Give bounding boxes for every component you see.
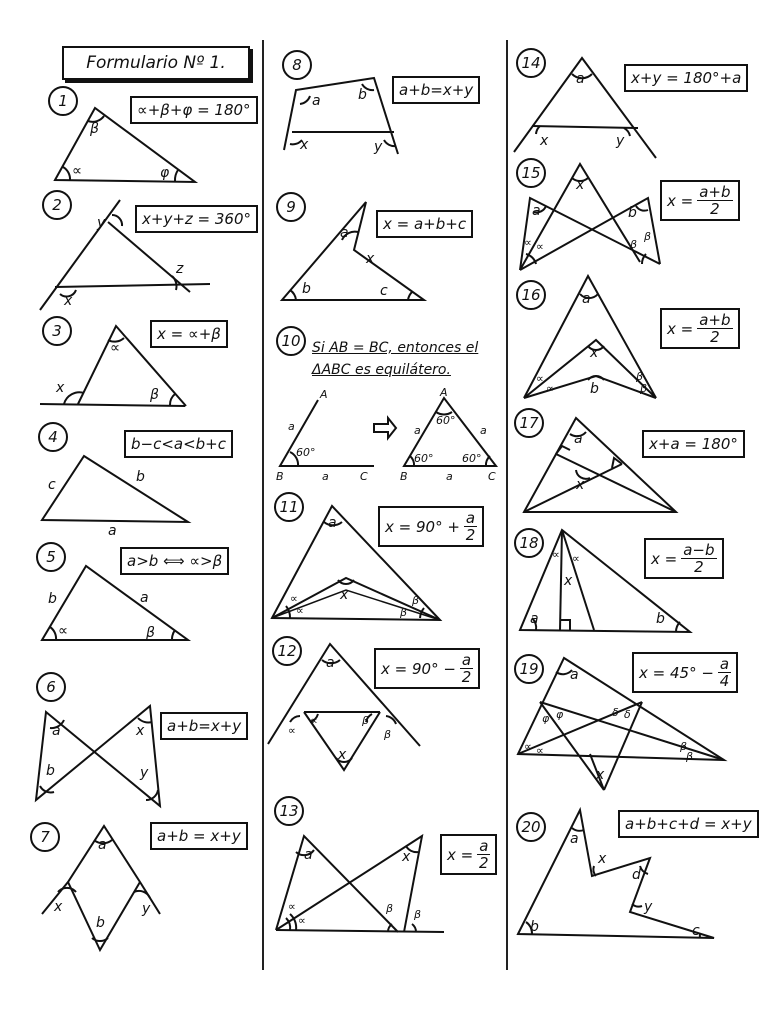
figure-10-label-angle-left: 60° <box>296 446 316 459</box>
figure-number-4: 4 <box>38 422 68 452</box>
figure-10-label-a-right-2: a <box>480 424 487 437</box>
figure-number-15: 15 <box>516 158 546 188</box>
formula-12-denominator: 2 <box>461 668 472 686</box>
figure-10-label-angle-top: 60° <box>436 414 456 427</box>
figure-20-label-d: d <box>632 867 641 883</box>
figure-19-label-alpha-2: ∝ <box>536 744 544 757</box>
figure-10-label-angle-bl: 60° <box>414 452 434 465</box>
formula-15-numerator: a+b <box>699 183 731 201</box>
figure-11-label-alpha-2: ∝ <box>296 604 304 617</box>
figure-number-7: 7 <box>30 822 60 852</box>
figure-2-label-y: y <box>97 215 106 231</box>
figure-8-label-a: a <box>312 93 321 109</box>
figure-10-note-line-2: ΔABC es equilátero. <box>312 362 451 378</box>
figure-9-label-x: x <box>366 251 375 267</box>
figure-number-14: 14 <box>516 48 546 78</box>
figure-number-3: 3 <box>42 316 72 346</box>
figure-15-label-beta-1: β <box>630 238 638 251</box>
figure-15-label-alpha-2: ∝ <box>536 240 544 253</box>
formula-18-numerator: a−b <box>683 541 715 559</box>
figure-12-label-beta-1: β <box>362 714 370 727</box>
figure-19-label-alpha-1: ∝ <box>524 740 532 753</box>
figure-12-label-beta-2: β <box>384 728 392 741</box>
figure-19-label-phi-2: φ <box>556 708 564 721</box>
figure-16-label-x: x <box>590 345 599 361</box>
figure-number-16: 16 <box>516 280 546 310</box>
figure-6-label-x: x <box>136 723 145 739</box>
figure-15-label-b: b <box>628 205 637 221</box>
figure-number-10: 10 <box>276 326 306 356</box>
figure-7-label-y: y <box>142 901 151 917</box>
figure-11-label-beta-1: β <box>412 594 420 607</box>
figure-10-label-B-right: B <box>400 470 408 483</box>
figure-number-5: 5 <box>36 542 66 572</box>
figure-11-label-alpha-1: ∝ <box>290 592 298 605</box>
figure-1-label-beta: β <box>90 121 99 137</box>
figure-16-label-beta-2: β <box>640 382 648 395</box>
figure-3-label-x: x <box>56 380 65 396</box>
figure-5-label-beta: β <box>146 625 155 641</box>
figure-number-18: 18 <box>514 528 544 558</box>
formula-13-prefix: x = <box>447 845 474 864</box>
figure-18-label-b: b <box>656 611 665 627</box>
figure-15-label-alpha-1: ∝ <box>524 236 532 249</box>
figure-number-13: 13 <box>274 796 304 826</box>
formula-5: a>b ⟺ ∝>β <box>120 547 229 575</box>
figure-11-label-beta-2: β <box>400 606 408 619</box>
formula-18-denominator: 2 <box>694 558 704 576</box>
figure-4-label-b: b <box>136 469 145 485</box>
figure-19-label-delta-1: δ <box>612 706 619 719</box>
figure-13-label-a: a <box>304 847 313 863</box>
figure-10-label-a-base-right: a <box>446 470 453 483</box>
figure-16-label-a: a <box>582 291 591 307</box>
formula-13-denominator: 2 <box>479 854 489 872</box>
figure-5-label-alpha: ∝ <box>58 623 69 639</box>
figure-number-19: 19 <box>514 654 544 684</box>
figure-20-label-a: a <box>570 831 579 847</box>
figure-11-label-x: x <box>340 587 349 603</box>
figure-3-label-beta: β <box>150 387 159 403</box>
figure-9-label-c: c <box>380 283 388 299</box>
formula-4: b−c<a<b+c <box>124 430 233 458</box>
figure-10-label-A-right: A <box>440 386 448 399</box>
figure-16-label-alpha-2: ∝ <box>546 382 554 395</box>
figure-13-label-alpha-1: ∝ <box>288 900 296 913</box>
formula-11-prefix: x = 90° + <box>385 517 460 536</box>
figure-7-label-a: a <box>98 837 107 853</box>
figure-20-label-x: x <box>598 851 607 867</box>
formula-18-prefix: x = <box>651 549 678 568</box>
figure-10-label-a-right-1: a <box>414 424 421 437</box>
figure-14-label-x: x <box>540 133 549 149</box>
figure-4-label-c: c <box>48 477 56 493</box>
formula-2: x+y+z = 360° <box>135 205 258 233</box>
formula-15-denominator: 2 <box>710 200 720 218</box>
figure-19-label-a: a <box>570 667 579 683</box>
figure-5-label-b: b <box>48 591 57 607</box>
figure-18-label-x: x <box>564 573 573 589</box>
figure-2-label-z: z <box>176 261 184 277</box>
figure-14-label-y: y <box>616 133 625 149</box>
figure-18-label-alpha-2: ∝ <box>572 552 580 565</box>
figure-15-label-beta-2: β <box>644 230 652 243</box>
figure-14-label-a: a <box>576 71 585 87</box>
figure-12-label-a: a <box>326 655 335 671</box>
formula-11-numerator: a <box>465 509 476 527</box>
figure-12-label-alpha-2: ∝ <box>310 714 318 727</box>
formula-14: x+y = 180°+a <box>624 64 748 92</box>
figure-10-note-line-1: Si AB = BC, entonces el <box>312 340 479 356</box>
figure-19-label-beta-2: β <box>686 750 694 763</box>
figure-5-label-a: a <box>140 590 149 606</box>
figure-10-label-a-left: a <box>288 420 295 433</box>
figure-8-label-y: y <box>374 139 383 155</box>
figure-15-label-x: x <box>576 177 585 193</box>
figure-16-label-beta-1: β <box>636 370 644 383</box>
figure-number-17: 17 <box>514 408 544 438</box>
figure-20-label-b: b <box>530 919 539 935</box>
figure-7-label-x: x <box>54 899 63 915</box>
figure-10-label-a-base-left: a <box>322 470 329 483</box>
figure-number-11: 11 <box>274 492 304 522</box>
figure-10-label-B-left: B <box>276 470 284 483</box>
figure-19-label-x: x <box>596 767 605 783</box>
figure-15-label-a: a <box>532 203 541 219</box>
figure-number-9: 9 <box>276 192 306 222</box>
formula-20: a+b+c+d = x+y <box>618 810 759 838</box>
formula-19-numerator: a <box>719 655 730 673</box>
figure-18-label-alpha-1: ∝ <box>552 548 560 561</box>
figure-9-label-b: b <box>302 281 311 297</box>
figure-number-2: 2 <box>42 190 72 220</box>
formula-15-prefix: x = <box>667 191 694 210</box>
formula-8: a+b=x+y <box>392 76 480 104</box>
figure-19-label-phi-1: φ <box>542 712 550 725</box>
figure-13-label-alpha-2: ∝ <box>298 914 306 927</box>
figure-19-label-beta-1: β <box>680 740 688 753</box>
formula-12-numerator: a <box>461 651 472 669</box>
figure-11-label-a: a <box>328 515 337 531</box>
formula-12-prefix: x = 90° − <box>381 659 456 678</box>
figure-10-label-angle-br: 60° <box>462 452 482 465</box>
figure-3-label-alpha: ∝ <box>110 340 121 356</box>
figure-20-label-y: y <box>644 899 653 915</box>
figure-8-label-x: x <box>300 137 309 153</box>
figure-20-label-c: c <box>692 923 700 939</box>
figure-number-6: 6 <box>36 672 66 702</box>
figure-10-label-A-left: A <box>320 388 328 401</box>
formula-16-numerator: a+b <box>699 311 731 329</box>
figure-1-label-phi: φ <box>160 165 170 181</box>
figure-4-label-a: a <box>108 523 117 539</box>
figure-13-label-beta-2: β <box>414 908 422 921</box>
figure-16-label-b: b <box>590 381 599 397</box>
figure-2-label-x: x <box>64 293 73 309</box>
figure-12-label-alpha-1: ∝ <box>288 724 296 737</box>
figure-8-label-b: b <box>358 87 367 103</box>
figure-6-label-b: b <box>46 763 55 779</box>
figure-number-12: 12 <box>272 636 302 666</box>
figure-17-label-a: a <box>574 431 583 447</box>
figure-17-label-x: x <box>576 477 585 493</box>
figure-9-label-a: a <box>340 225 349 241</box>
formula-16-denominator: 2 <box>710 328 720 346</box>
figure-10-label-C-left: C <box>360 470 368 483</box>
formula-19-prefix: x = 45° − <box>639 663 714 682</box>
figure-18-label-a: a <box>530 611 539 627</box>
figure-number-1: 1 <box>48 86 78 116</box>
figure-7-label-b: b <box>96 915 105 931</box>
sheet-title: Formulario Nº 1. <box>62 46 250 80</box>
figure-13-label-x: x <box>402 849 411 865</box>
formula-1: ∝+β+φ = 180° <box>130 96 258 124</box>
formula-9: x = a+b+c <box>376 210 473 238</box>
formula-11-denominator: 2 <box>465 526 476 544</box>
formula-7: a+b = x+y <box>150 822 248 850</box>
formula-13-numerator: a <box>479 837 489 855</box>
formula-6: a+b=x+y <box>160 712 248 740</box>
figure-1-label-alpha: ∝ <box>72 163 83 179</box>
formula-17: x+a = 180° <box>642 430 745 458</box>
figure-6-label-a: a <box>52 723 61 739</box>
formula-3: x = ∝+β <box>150 320 228 348</box>
formula-16-prefix: x = <box>667 319 694 338</box>
figure-12-label-x: x <box>338 747 347 763</box>
figure-10-label-C-right: C <box>488 470 496 483</box>
formula-19-denominator: 4 <box>719 672 730 690</box>
figure-13-label-beta-1: β <box>386 902 394 915</box>
figure-19-label-delta-2: δ <box>624 708 631 721</box>
figure-number-20: 20 <box>516 812 546 842</box>
figure-6-label-y: y <box>140 765 149 781</box>
figure-16-label-alpha-1: ∝ <box>536 372 544 385</box>
figure-number-8: 8 <box>282 50 312 80</box>
